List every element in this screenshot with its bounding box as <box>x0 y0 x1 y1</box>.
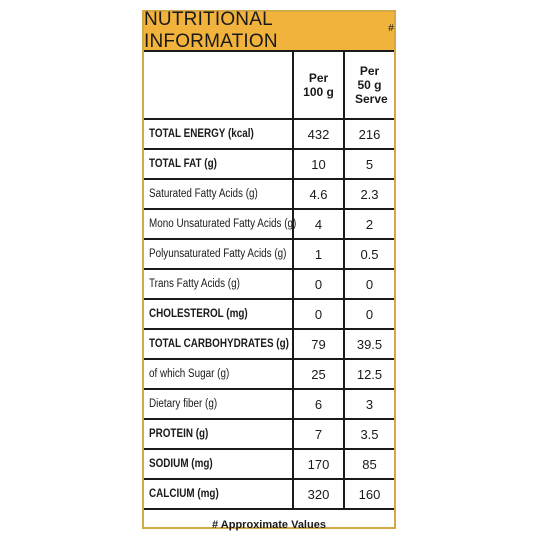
nutrient-label-text: CHOLESTEROL (mg) <box>149 308 248 320</box>
table-row <box>144 239 394 269</box>
nutrient-label-text: TOTAL CARBOHYDRATES (g) <box>149 338 289 350</box>
value-per-100g: 320 <box>293 479 344 509</box>
value-per-serve: 3.5 <box>344 419 394 449</box>
value-per-100g: 1 <box>293 239 344 269</box>
value-per-100g: 7 <box>293 419 344 449</box>
table-row <box>144 149 394 179</box>
nutrient-label <box>144 479 293 509</box>
nutrient-label-text: Mono Unsaturated Fatty Acids (g) <box>149 218 297 230</box>
value-per-100g: 0 <box>293 269 344 299</box>
value-per-100g: 4 <box>293 209 344 239</box>
table-row <box>144 119 394 149</box>
nutrient-label <box>144 209 297 239</box>
value-per-serve: 2 <box>344 209 394 239</box>
nutrient-label-text: PROTEIN (g) <box>149 428 209 440</box>
table-row <box>144 269 394 299</box>
panel-title-mark: # <box>388 22 394 34</box>
column-header-per-serve: Per 50 g Serve <box>344 52 394 119</box>
table-row <box>144 179 394 209</box>
value-per-100g: 432 <box>293 119 344 149</box>
table-row <box>144 389 394 419</box>
nutrient-label <box>144 299 293 329</box>
value-per-serve: 0.5 <box>344 239 394 269</box>
value-per-100g: 0 <box>293 299 344 329</box>
nutrient-label <box>144 239 293 269</box>
value-per-serve: 2.3 <box>344 179 394 209</box>
value-per-serve: 12.5 <box>344 359 394 389</box>
nutrient-label-text: Dietary fiber (g) <box>149 398 218 410</box>
value-per-serve: 85 <box>344 449 394 479</box>
nutrient-label <box>144 329 293 359</box>
nutrient-label-text: Trans Fatty Acids (g) <box>149 278 240 290</box>
footnote: # Approximate Values <box>212 519 326 531</box>
nutrient-label <box>144 389 293 419</box>
table-body <box>144 119 394 509</box>
nutrient-label-text: TOTAL FAT (g) <box>149 158 217 170</box>
nutrient-label <box>144 449 293 479</box>
table-row <box>144 329 394 359</box>
value-per-100g: 25 <box>293 359 344 389</box>
panel-title <box>144 9 394 52</box>
nutrient-label-text: of which Sugar (g) <box>149 368 230 380</box>
value-per-serve: 0 <box>344 269 394 299</box>
table-row <box>144 359 394 389</box>
nutrient-label <box>144 269 293 299</box>
table-row <box>144 209 394 239</box>
value-per-serve: 216 <box>344 119 394 149</box>
value-per-serve: 160 <box>344 479 394 509</box>
nutrient-label-text: Polyunsaturated Fatty Acids (g) <box>149 248 287 260</box>
nutrition-table <box>144 52 394 510</box>
value-per-serve: 0 <box>344 299 394 329</box>
table-row <box>144 449 394 479</box>
nutrient-label-text: TOTAL ENERGY (kcal) <box>149 128 254 140</box>
value-per-100g: 4.6 <box>293 179 344 209</box>
value-per-100g: 170 <box>293 449 344 479</box>
value-per-serve: 39.5 <box>344 329 394 359</box>
nutrient-label <box>144 119 293 149</box>
header-blank-cell <box>144 52 293 119</box>
table-row <box>144 479 394 509</box>
table-row <box>144 299 394 329</box>
nutrient-label <box>144 359 293 389</box>
nutrient-label-text: CALCIUM (mg) <box>149 488 219 500</box>
table-header-row <box>144 52 394 119</box>
column-header-per-100g: Per 100 g <box>293 52 344 119</box>
value-per-serve: 3 <box>344 389 394 419</box>
panel-title-text: NUTRITIONAL INFORMATION <box>144 9 278 52</box>
value-per-serve: 5 <box>344 149 394 179</box>
value-per-100g: 79 <box>293 329 344 359</box>
nutrient-label-text: Saturated Fatty Acids (g) <box>149 188 258 200</box>
table-row <box>144 419 394 449</box>
nutrient-label-text: SODIUM (mg) <box>149 458 213 470</box>
value-per-100g: 6 <box>293 389 344 419</box>
nutrient-label <box>144 419 293 449</box>
value-per-100g: 10 <box>293 149 344 179</box>
nutrient-label <box>144 179 293 209</box>
nutrition-panel <box>142 10 396 529</box>
nutrient-label <box>144 149 293 179</box>
